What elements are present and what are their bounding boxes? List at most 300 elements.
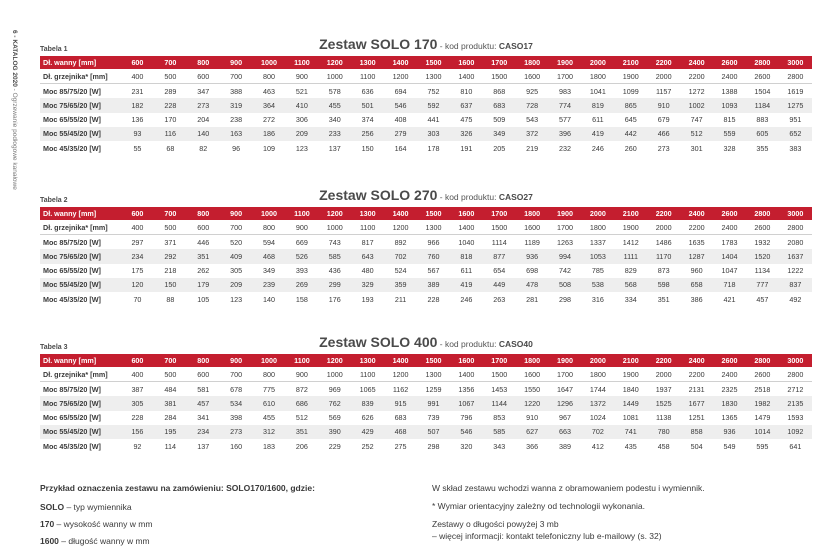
table-cell: 150 [154,278,187,292]
table-cell: 340 [328,115,341,125]
table-cell: 1520 [746,249,779,263]
table-cell: 1300 [417,367,450,382]
table-cell: 359 [384,278,417,292]
table-cell: 900 [285,367,318,382]
table-cell: 458 [657,441,670,451]
table-cell: 1275 [779,98,812,112]
table-cell: 158 [295,294,308,304]
table-cell: 1937 [655,384,672,394]
table-cell: 1900 [614,367,647,382]
table-cell: 105 [197,294,210,304]
table-cell: 449 [483,278,516,292]
table-cell: 760 [417,249,450,263]
table-cell: 1800 [581,220,614,235]
row-label: Moc 45/35/20 [W] [43,441,101,451]
table-cell: 170 [164,115,177,125]
table-cell: 521 [295,86,308,96]
table-cell: 1700 [549,220,582,235]
header-cell: 1100 [285,56,318,69]
table-cell: 275 [394,441,407,451]
table-cell: 1100 [351,220,384,235]
table-cell: 686 [285,396,318,410]
table-cell: 1900 [614,220,647,235]
row-label: Dł. grzejnika* [mm] [40,367,121,382]
table-cell: 1982 [746,396,779,410]
table-cell: 442 [614,127,647,141]
table-cell: 739 [427,413,440,423]
table-cell: 2600 [746,367,779,382]
table-cell: 1400 [450,367,483,382]
table-cell: 1365 [721,413,738,423]
header-cell: 1300 [351,56,384,69]
header-cell: 1000 [253,207,286,220]
table-cell: 273 [187,98,220,112]
table-cell: 683 [394,413,407,423]
table-cell: 252 [361,441,374,451]
table-cell: 374 [361,115,374,125]
table-cell: 219 [526,143,539,153]
table-cell: 334 [624,294,637,304]
table-cell: 2712 [787,384,804,394]
table-cell: 567 [427,266,440,276]
table-cell: 800 [253,220,286,235]
table-cell: 400 [121,367,154,382]
table-cell: 421 [723,294,736,304]
table-cell: 936 [713,425,746,439]
table-cell: 1635 [688,237,705,247]
table-cell: 273 [657,143,670,153]
table-cell: 1800 [581,367,614,382]
table-cell: 298 [559,294,572,304]
table-row [40,113,812,127]
table-cell: 507 [417,425,450,439]
table-cell: 1040 [458,237,475,247]
table-cell: 233 [318,127,351,141]
table-cell: 1000 [318,69,351,84]
table-cell: 457 [187,396,220,410]
table-cell: 1372 [581,396,614,410]
table-cell: 2200 [680,69,713,84]
header-cell: 1000 [253,354,286,367]
table-cell: 1138 [655,413,672,423]
table-cell: 1222 [787,266,804,276]
header-cell: 600 [121,207,154,220]
table-cell: 193 [361,294,374,304]
table-cell: 500 [154,69,187,84]
table-row [40,425,812,439]
table-cell: 228 [154,98,187,112]
header-cell: 1400 [384,207,417,220]
table-cell: 585 [483,425,516,439]
table-cell: 435 [624,441,637,451]
row-label: Moc 85/75/20 [W] [43,237,101,247]
table-cell: 211 [394,294,407,304]
table-cell: 1744 [589,384,606,394]
table-cell: 1081 [622,413,639,423]
table-cell: 390 [318,425,351,439]
table-cell: 388 [230,86,243,96]
table-cell: 176 [328,294,341,304]
table-cell: 1337 [589,237,606,247]
table-cell: 900 [285,69,318,84]
table-cell: 351 [187,249,220,263]
table-cell: 1272 [688,86,705,96]
row-label: Moc 55/45/20 [W] [40,278,121,292]
header-cell: 1300 [351,354,384,367]
table-cell: 1184 [746,98,779,112]
table-cell: 234 [121,249,154,263]
table-cell: 160 [230,441,243,451]
legend-solo: SOLO – typ wymiennika [40,502,132,512]
table-cell: 2400 [713,69,746,84]
table-cell: 1024 [589,413,606,423]
table-cell: 328 [723,143,736,153]
table-cell: 520 [230,237,243,247]
table-cell: 747 [690,115,703,125]
table-cell: 389 [417,278,450,292]
table-cell: 475 [460,115,473,125]
table-cell: 351 [657,294,670,304]
table-cell: 93 [121,127,154,141]
header-cell: 1600 [450,56,483,69]
table-cell: 492 [789,294,802,304]
header-cell: 2800 [746,56,779,69]
table-cell: 82 [199,143,208,153]
table-title: Zestaw SOLO 270 - kod produktu: CASO27 [319,187,533,203]
table-cell: 694 [394,86,407,96]
table-cell: 600 [187,69,220,84]
tabel-label: Tabela 2 [40,197,68,204]
table-cell: 1189 [524,237,540,247]
table-row [40,264,812,278]
table-cell: 1700 [549,367,582,382]
row-label: Moc 45/35/20 [W] [43,143,101,153]
table-cell: 2000 [647,367,680,382]
table-cell: 610 [253,396,286,410]
header-cell: 800 [187,354,220,367]
table-cell: 829 [624,266,637,276]
table-cell: 1400 [450,220,483,235]
table-cell: 441 [427,115,440,125]
table-cell: 679 [657,115,670,125]
row-label: Moc 55/45/20 [W] [40,127,121,141]
table-cell: 568 [614,278,647,292]
header-cell: 2100 [614,207,647,220]
table-cell: 1287 [680,249,713,263]
table-cell: 256 [351,127,384,141]
table-cell: 2800 [779,367,812,382]
table-cell: 239 [253,278,286,292]
legend-length: 1600 – długość wanny w mm [40,536,150,546]
table-cell: 800 [253,69,286,84]
table-cell: 109 [263,143,275,153]
table-cell: 1065 [359,384,376,394]
table-cell: 468 [384,425,417,439]
header-cell: 1600 [450,207,483,220]
table-cell: 400 [121,220,154,235]
table-cell: 994 [549,249,582,263]
header-cell: 2600 [713,207,746,220]
table-cell: 1356 [458,384,475,394]
table-cell: 569 [328,413,341,423]
table-cell: 400 [121,69,154,84]
table-cell: 1144 [483,396,516,410]
table-cell: 349 [483,127,516,141]
table-cell: 818 [450,249,483,263]
table-cell: 381 [154,396,187,410]
header-cell: 1400 [384,56,417,69]
table-cell: 179 [187,278,220,292]
table-cell: 1200 [384,69,417,84]
header-cell: 2600 [713,354,746,367]
table-row [40,69,812,84]
table-cell: 306 [295,115,308,125]
table-cell: 969 [328,384,341,394]
header-cell: 2400 [680,56,713,69]
table-cell: 1157 [655,86,672,96]
note-approx-dimension: * Wymiar orientacyjny zależny od technologii wykonania. [432,501,645,511]
table-cell: 92 [133,441,142,451]
table-cell: 303 [417,127,450,141]
table-cell: 2131 [688,384,705,394]
header-label: Dł. wanny [mm] [40,354,121,367]
table-cell: 1388 [721,86,738,96]
header-cell: 900 [220,207,253,220]
table-cell: 1637 [779,249,812,263]
header-cell: 900 [220,56,253,69]
header-cell: 3000 [779,56,812,69]
table-cell: 2080 [787,237,804,247]
table-cell: 1111 [614,249,647,263]
table-row [40,141,812,155]
table-cell: 1600 [516,367,549,382]
table-cell: 1000 [318,367,351,382]
table-cell: 55 [133,143,142,153]
table-cell: 819 [581,98,614,112]
table-cell: 396 [549,127,582,141]
table-cell: 2200 [680,367,713,382]
header-cell: 1500 [417,207,450,220]
table-cell: 1263 [557,237,574,247]
header-label: Dł. wanny [mm] [40,207,121,220]
table-cell: 70 [133,294,142,304]
header-cell: 1200 [318,56,351,69]
table-cell: 389 [559,441,572,451]
table-cell: 182 [121,98,154,112]
header-cell: 1800 [516,56,549,69]
table-cell: 817 [361,237,374,247]
table-cell: 272 [263,115,275,125]
row-label: Moc 45/35/20 [W] [43,294,101,304]
table-cell: 627 [516,425,549,439]
table-cell: 116 [154,127,187,141]
table-header-row [40,56,812,69]
table-cell: 1449 [614,396,647,410]
table-cell: 512 [680,127,713,141]
table-cell: 1504 [754,86,771,96]
table-cell: 1550 [524,384,541,394]
table-cell: 1041 [589,86,606,96]
header-cell: 1900 [549,56,582,69]
power-table [40,354,812,453]
note-contact: – więcej informacji: kontakt telefoniczny lub e-mailowy (s. 32) [432,531,662,541]
table-cell: 409 [220,249,253,263]
row-label: Moc 75/65/20 [W] [40,396,121,410]
table-cell: 205 [493,143,506,153]
table-cell: 419 [450,278,483,292]
table-cell: 1220 [516,396,549,410]
table-cell: 329 [351,278,384,292]
table-cell: 592 [417,98,450,112]
table-cell: 2800 [779,69,812,84]
table-header-row [40,207,812,220]
table-cell: 800 [253,367,286,382]
table-cell: 305 [230,266,243,276]
table-cell: 273 [220,425,253,439]
table-cell: 371 [164,237,177,247]
table-cell: 234 [187,425,220,439]
table-cell: 137 [197,441,210,451]
tabel-label: Tabela 1 [40,46,68,53]
table-cell: 114 [164,441,177,451]
table-cell: 500 [154,220,187,235]
table-cell: 136 [131,115,144,125]
table-cell: 183 [263,441,275,451]
table-cell: 742 [559,266,572,276]
table-cell: 2135 [779,396,812,410]
table-cell: 284 [164,413,177,423]
row-label: Moc 65/55/20 [W] [43,413,101,423]
table-cell: 936 [516,249,549,263]
table-cell: 1170 [647,249,680,263]
table-row [40,278,812,292]
table-cell: 408 [394,115,407,125]
table-cell: 546 [450,425,483,439]
table-cell: 873 [657,266,670,276]
row-label: Dł. grzejnika* [mm] [40,69,121,84]
table-cell: 595 [756,441,769,451]
table-cell: 96 [232,143,241,153]
table-cell: 204 [197,115,210,125]
table-cell: 636 [361,86,374,96]
table-cell: 1200 [384,220,417,235]
table-cell: 643 [351,249,384,263]
table-row [40,367,812,382]
table-cell: 611 [460,266,473,276]
table-cell: 524 [394,266,407,276]
row-label: Moc 55/45/20 [W] [40,425,121,439]
table-cell: 1486 [655,237,672,247]
table-cell: 372 [516,127,549,141]
table-cell: 195 [154,425,187,439]
header-cell: 700 [154,56,187,69]
table-cell: 228 [131,413,144,423]
table-cell: 837 [779,278,812,292]
table-cell: 683 [483,98,516,112]
row-label: Moc 85/75/20 [W] [43,86,101,96]
table-cell: 669 [295,237,308,247]
header-cell: 800 [187,207,220,220]
table-cell: 349 [263,266,275,276]
row-label: Moc 65/55/20 [W] [43,115,101,125]
table-cell: 1053 [581,249,614,263]
table-cell: 292 [154,249,187,263]
table-cell: 2600 [746,220,779,235]
table-cell: 178 [427,143,440,153]
table-cell: 412 [591,441,604,451]
table-cell: 1412 [622,237,639,247]
table-cell: 2200 [680,220,713,235]
table-cell: 559 [713,127,746,141]
table-cell: 983 [559,86,572,96]
header-cell: 2400 [680,354,713,367]
table-cell: 120 [121,278,154,292]
header-cell: 1900 [549,354,582,367]
table-cell: 663 [549,425,582,439]
table-cell: 626 [361,413,374,423]
table-cell: 1100 [351,69,384,84]
table-cell: 600 [187,220,220,235]
table-cell: 1500 [483,69,516,84]
row-label: Moc 75/65/20 [W] [40,249,121,263]
table-cell: 743 [328,237,341,247]
table-cell: 2000 [647,220,680,235]
tabel-label: Tabela 3 [40,344,68,351]
header-cell: 2200 [647,56,680,69]
table-cell: 137 [328,143,341,153]
table-cell: 600 [187,367,220,382]
header-cell: 2000 [581,207,614,220]
table-cell: 796 [460,413,473,423]
table-cell: 446 [197,237,210,247]
table-cell: 343 [493,441,506,451]
table-cell: 1619 [787,86,804,96]
table-cell: 1000 [318,220,351,235]
row-label: Moc 85/75/20 [W] [43,384,101,394]
table-cell: 925 [526,86,539,96]
table-cell: 1453 [491,384,508,394]
table-cell: 1500 [483,220,516,235]
power-table [40,207,812,306]
table-cell: 246 [591,143,604,153]
table-cell: 1830 [713,396,746,410]
table-row [40,220,812,235]
table-cell: 658 [680,278,713,292]
table-cell: 289 [164,86,177,96]
table-cell: 702 [384,249,417,263]
table-cell: 654 [493,266,506,276]
table-cell: 2000 [647,69,680,84]
table-cell: 1259 [425,384,442,394]
header-cell: 2000 [581,354,614,367]
table-cell: 543 [526,115,539,125]
table-row [40,84,812,99]
header-cell: 1900 [549,207,582,220]
table-cell: 509 [493,115,506,125]
table-cell: 678 [230,384,243,394]
table-cell: 123 [295,143,308,153]
table-cell: 164 [394,143,407,153]
table-cell: 637 [450,98,483,112]
table-cell: 752 [427,86,440,96]
table-cell: 501 [351,98,384,112]
table-cell: 206 [295,441,308,451]
header-cell: 3000 [779,207,812,220]
table-cell: 2800 [779,220,812,235]
table-cell: 88 [166,294,175,304]
table-cell: 991 [417,396,450,410]
table-cell: 611 [592,115,604,125]
